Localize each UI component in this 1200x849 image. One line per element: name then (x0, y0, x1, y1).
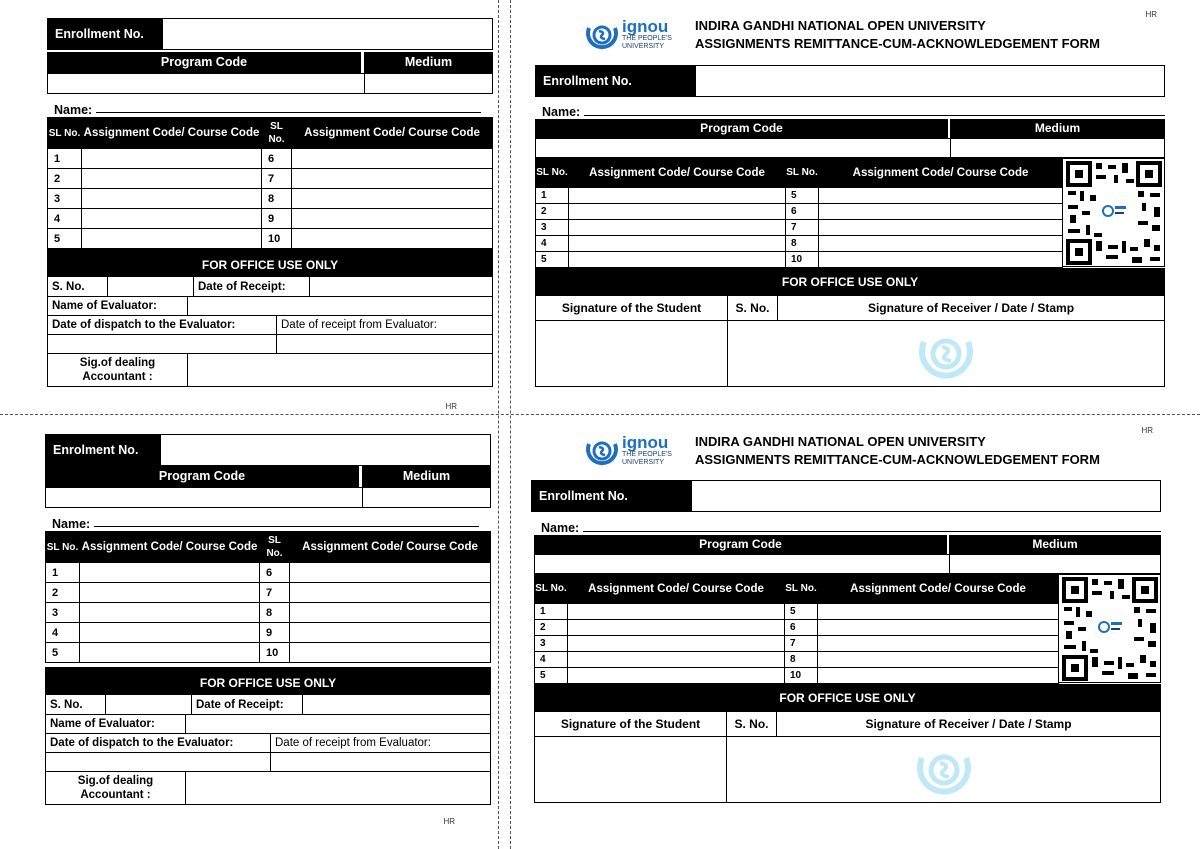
sl-cell: 8 (262, 189, 292, 209)
code-cell[interactable] (569, 220, 786, 236)
office-use-header: FOR OFFICE USE ONLY (47, 249, 493, 277)
horizontal-cut-line (0, 414, 1200, 415)
sl-cell: 6 (262, 149, 292, 169)
sl-cell: 5 (786, 188, 819, 204)
name-field[interactable] (94, 526, 479, 527)
sig-student-label: Signature of the Student (536, 296, 728, 320)
code-cell[interactable] (818, 652, 1059, 668)
sl-cell: 1 (536, 188, 569, 204)
program-code-field[interactable] (47, 73, 364, 94)
assignment-code-header: Assignment Code/ Course Code (818, 575, 1059, 604)
date-dispatch-label: Date of dispatch to the Evaluator: (46, 734, 271, 752)
code-cell[interactable] (82, 189, 262, 209)
enrollment-row (47, 18, 493, 50)
program-code-label: Program Code (45, 466, 359, 487)
s-no-field[interactable] (108, 277, 194, 296)
signature-fields (534, 737, 1161, 803)
program-code-label: Program Code (535, 119, 948, 138)
date-receipt-evaluator-field[interactable] (271, 753, 490, 771)
sl-cell: 5 (536, 252, 569, 268)
sl-cell: 3 (535, 636, 568, 652)
sl-no-header: SL No. (262, 118, 292, 149)
enrollment-field[interactable] (692, 481, 1160, 511)
assignment-section (534, 574, 1161, 684)
medium-label: Medium (362, 466, 491, 487)
sl-cell: 3 (46, 603, 80, 623)
form-title: ASSIGNMENTS REMITTANCE-CUM-ACKNOWLEDGEMENT FORM (695, 452, 1100, 467)
sl-cell: 5 (785, 604, 818, 620)
table-row (48, 169, 493, 189)
office-use-grid (45, 695, 491, 805)
assignment-section (535, 158, 1165, 268)
sl-cell: 2 (46, 583, 80, 603)
qr-code-icon (1062, 577, 1158, 681)
date-receipt-evaluator-field[interactable] (277, 335, 492, 353)
table-row (48, 189, 493, 209)
assignment-table (45, 531, 491, 663)
table-row (536, 236, 1063, 252)
table-row (535, 652, 1059, 668)
ignou-emblem-icon (585, 18, 619, 52)
table-row (46, 623, 491, 643)
enrollment-row (45, 434, 491, 466)
table-row (535, 604, 1059, 620)
sl-cell: 5 (46, 643, 80, 663)
office-use-header: FOR OFFICE USE ONLY (535, 268, 1165, 296)
sl-cell: 6 (786, 204, 819, 220)
date-of-receipt-field[interactable] (310, 277, 492, 296)
code-cell[interactable] (292, 209, 493, 229)
date-of-receipt-label: Date of Receipt: (192, 695, 303, 714)
assignment-table (47, 117, 493, 249)
brand-tag: THE PEOPLE'S (622, 35, 672, 42)
qr-code[interactable] (1059, 574, 1161, 683)
sl-no-header: SL No. (536, 159, 569, 188)
code-cell[interactable] (80, 643, 260, 663)
code-cell[interactable] (82, 149, 262, 169)
assignment-code-header: Assignment Code/ Course Code (569, 159, 786, 188)
form-header (531, 430, 1161, 472)
program-medium-header (47, 52, 493, 73)
sig-student-field[interactable] (535, 737, 727, 802)
sl-no-header: SL No. (535, 575, 568, 604)
office-use-header: FOR OFFICE USE ONLY (45, 667, 491, 695)
code-cell[interactable] (818, 636, 1059, 652)
assignment-code-header: Assignment Code/ Course Code (292, 118, 493, 149)
sl-cell: 2 (536, 204, 569, 220)
sl-cell: 1 (48, 149, 82, 169)
ignou-emblem-icon (585, 434, 619, 468)
code-cell[interactable] (568, 668, 785, 684)
assignment-code-header: Assignment Code/ Course Code (568, 575, 785, 604)
name-field[interactable] (584, 115, 1165, 116)
sl-cell: 4 (535, 652, 568, 668)
sl-cell: 8 (785, 652, 818, 668)
date-dispatch-field[interactable] (46, 753, 271, 771)
university-name: INDIRA GANDHI NATIONAL OPEN UNIVERSITY (695, 434, 986, 449)
sl-no-header: SL No. (786, 159, 819, 188)
brand-tag: THE PEOPLE'S (622, 451, 672, 458)
sl-no-header: SL No. (260, 532, 290, 563)
form-title: ASSIGNMENTS REMITTANCE-CUM-ACKNOWLEDGEMENT FORM (695, 36, 1100, 51)
code-cell[interactable] (569, 252, 786, 268)
enrollment-field[interactable] (161, 435, 490, 465)
sl-cell: 8 (786, 236, 819, 252)
table-row (536, 188, 1063, 204)
hr-mark: HR (1145, 10, 1157, 19)
name-field[interactable] (96, 112, 481, 113)
sig-receiver-label: Signature of Receiver / Date / Stamp (867, 301, 1075, 315)
sig-dealing-label: Sig.of dealing Accountant : (46, 772, 186, 804)
table-row (46, 583, 491, 603)
assignment-code-header: Assignment Code/ Course Code (290, 532, 491, 563)
code-cell[interactable] (82, 169, 262, 189)
sl-cell: 2 (535, 620, 568, 636)
table-row (535, 636, 1059, 652)
signature-header (535, 296, 1165, 321)
table-row (46, 643, 491, 663)
code-cell[interactable] (568, 636, 785, 652)
enrollment-label: Enrollment No. (48, 19, 163, 49)
sl-cell: 7 (262, 169, 292, 189)
acknowledgement-form-bottom (531, 426, 1161, 803)
code-cell[interactable] (82, 209, 262, 229)
program-code-label: Program Code (47, 52, 361, 73)
code-cell[interactable] (819, 236, 1063, 252)
medium-label: Medium (950, 119, 1165, 138)
code-cell[interactable] (569, 236, 786, 252)
program-medium-header (535, 119, 1165, 138)
sl-cell: 4 (48, 209, 82, 229)
sl-cell: 10 (785, 668, 818, 684)
code-cell[interactable] (292, 229, 493, 249)
code-cell[interactable] (80, 603, 260, 623)
code-cell[interactable] (80, 583, 260, 603)
sig-student-label: Signature of the Student (535, 712, 727, 736)
code-cell[interactable] (82, 229, 262, 249)
code-cell[interactable] (818, 620, 1059, 636)
enrollment-label: Enrollment No. (532, 481, 692, 511)
table-row (48, 229, 493, 249)
name-label: Name: (54, 103, 93, 117)
code-cell[interactable] (569, 204, 786, 220)
brand-tag: UNIVERSITY (622, 459, 665, 466)
date-dispatch-label: Date of dispatch to the Evaluator: (48, 316, 277, 334)
sl-cell: 8 (260, 603, 290, 623)
hr-mark: HR (443, 817, 455, 826)
code-cell[interactable] (819, 220, 1063, 236)
code-cell[interactable] (292, 169, 493, 189)
hr-mark: HR (445, 402, 457, 411)
code-cell[interactable] (818, 668, 1059, 684)
date-dispatch-field[interactable] (48, 335, 277, 353)
sig-receiver-field[interactable] (728, 321, 1164, 386)
sl-cell: 9 (260, 623, 290, 643)
assignment-code-header: Assignment Code/ Course Code (819, 159, 1063, 188)
office-use-grid (47, 277, 493, 387)
sl-cell: 4 (536, 236, 569, 252)
assignment-table (535, 158, 1063, 268)
medium-field[interactable] (950, 138, 1165, 158)
name-row (531, 515, 1161, 535)
code-cell[interactable] (290, 583, 491, 603)
sl-cell: 1 (46, 563, 80, 583)
medium-field[interactable] (362, 487, 491, 508)
brand-name: ignou (622, 17, 669, 36)
qr-code-icon (1066, 161, 1162, 265)
code-cell[interactable] (568, 604, 785, 620)
program-medium-fields (45, 487, 491, 508)
sl-cell: 5 (48, 229, 82, 249)
table-row (535, 620, 1059, 636)
code-cell[interactable] (292, 189, 493, 209)
name-row (47, 97, 493, 117)
sl-cell: 10 (786, 252, 819, 268)
signature-header (534, 712, 1161, 737)
office-use-header: FOR OFFICE USE ONLY (534, 684, 1161, 712)
table-row (535, 668, 1059, 684)
sl-no-header: SL No. (785, 575, 818, 604)
code-cell[interactable] (80, 563, 260, 583)
table-row (46, 603, 491, 623)
hr-mark: HR (1141, 426, 1153, 435)
table-row (48, 209, 493, 229)
code-cell[interactable] (290, 563, 491, 583)
assignment-code-header: Assignment Code/ Course Code (82, 118, 262, 149)
code-cell[interactable] (290, 623, 491, 643)
name-label: Name: (541, 521, 580, 535)
s-no-label: S. No. (46, 695, 106, 714)
brand-tag: UNIVERSITY (622, 43, 665, 50)
ignou-watermark-icon (916, 742, 972, 798)
brand-name: ignou (622, 433, 669, 452)
date-receipt-evaluator-label: Date of receipt from Evaluator: (275, 737, 431, 749)
sig-receiver-label: Signature of Receiver / Date / Stamp (865, 717, 1072, 731)
sig-dealing-field[interactable] (186, 772, 490, 804)
code-cell[interactable] (819, 188, 1063, 204)
medium-field[interactable] (949, 554, 1161, 574)
code-cell[interactable] (819, 252, 1063, 268)
table-row (536, 252, 1063, 268)
enrollment-label: Enrollment No. (536, 66, 696, 96)
s-no-field[interactable] (106, 695, 192, 714)
form-header (535, 14, 1165, 56)
table-row (48, 149, 493, 169)
date-receipt-evaluator-label: Date of receipt from Evaluator: (281, 319, 437, 331)
sl-cell: 10 (262, 229, 292, 249)
enrollment-row (531, 480, 1161, 512)
table-row (536, 220, 1063, 236)
sl-no-header: SL No. (48, 118, 82, 149)
name-of-evaluator-field[interactable] (186, 715, 490, 733)
program-medium-header (534, 535, 1161, 554)
name-of-evaluator-label: Name of Evaluator: (46, 715, 186, 733)
sl-cell: 6 (260, 563, 290, 583)
enrollment-row (535, 65, 1165, 97)
name-label: Name: (52, 517, 91, 531)
program-medium-fields (535, 138, 1165, 158)
name-label: Name: (542, 105, 581, 119)
code-cell[interactable] (290, 643, 491, 663)
name-of-evaluator-field[interactable] (188, 297, 492, 315)
name-field[interactable] (583, 531, 1161, 532)
sl-cell: 2 (48, 169, 82, 189)
code-cell[interactable] (819, 204, 1063, 220)
medium-label: Medium (949, 535, 1161, 554)
code-cell[interactable] (292, 149, 493, 169)
date-of-receipt-label: Date of Receipt: (194, 277, 310, 296)
program-code-label: Program Code (534, 535, 947, 554)
code-cell[interactable] (80, 623, 260, 643)
sl-cell: 7 (260, 583, 290, 603)
sig-receiver-field[interactable] (727, 737, 1160, 802)
sl-cell: 3 (536, 220, 569, 236)
acknowledgement-form-top (535, 10, 1165, 387)
code-cell[interactable] (290, 603, 491, 623)
sl-cell: 1 (535, 604, 568, 620)
sl-cell: 9 (262, 209, 292, 229)
enrollment-field[interactable] (163, 19, 492, 49)
sl-cell: 4 (46, 623, 80, 643)
ignou-logo (585, 434, 695, 468)
program-medium-header (45, 466, 491, 487)
s-no-label: S. No. (48, 277, 108, 296)
sl-cell: 10 (260, 643, 290, 663)
program-medium-fields (534, 554, 1161, 574)
code-cell[interactable] (568, 652, 785, 668)
assignment-code-header: Assignment Code/ Course Code (80, 532, 260, 563)
program-code-field[interactable] (535, 138, 950, 158)
s-no-label: S. No. (728, 296, 778, 320)
ignou-watermark-icon (918, 326, 974, 382)
program-code-field[interactable] (45, 487, 362, 508)
sig-dealing-field[interactable] (188, 354, 492, 386)
sig-dealing-label: Sig.of dealing Accountant : (48, 354, 188, 386)
program-code-field[interactable] (534, 554, 949, 574)
sl-no-header: SL No. (46, 532, 80, 563)
university-name: INDIRA GANDHI NATIONAL OPEN UNIVERSITY (695, 18, 986, 33)
code-cell[interactable] (569, 188, 786, 204)
vertical-cut-line (510, 0, 511, 849)
sl-cell: 6 (785, 620, 818, 636)
slip-top (47, 18, 493, 411)
sl-cell: 3 (48, 189, 82, 209)
vertical-cut-line (498, 0, 499, 849)
enrollment-label: Enrolment No. (46, 435, 161, 465)
signature-fields (535, 321, 1165, 387)
table-row (46, 563, 491, 583)
sl-cell: 7 (786, 220, 819, 236)
sig-student-field[interactable] (536, 321, 728, 386)
slip-bottom (45, 434, 491, 826)
name-of-evaluator-label: Name of Evaluator: (48, 297, 188, 315)
sl-cell: 5 (535, 668, 568, 684)
qr-code[interactable] (1063, 158, 1165, 267)
table-row (536, 204, 1063, 220)
sl-cell: 7 (785, 636, 818, 652)
enrollment-field[interactable] (696, 66, 1164, 96)
name-row (535, 99, 1165, 119)
program-medium-fields (47, 73, 493, 94)
s-no-label: S. No. (727, 712, 777, 736)
code-cell[interactable] (568, 620, 785, 636)
code-cell[interactable] (818, 604, 1059, 620)
ignou-logo (585, 18, 695, 52)
medium-label: Medium (364, 52, 493, 73)
medium-field[interactable] (364, 73, 493, 94)
assignment-table (534, 574, 1059, 684)
name-row (45, 511, 491, 531)
date-of-receipt-field[interactable] (303, 695, 490, 714)
